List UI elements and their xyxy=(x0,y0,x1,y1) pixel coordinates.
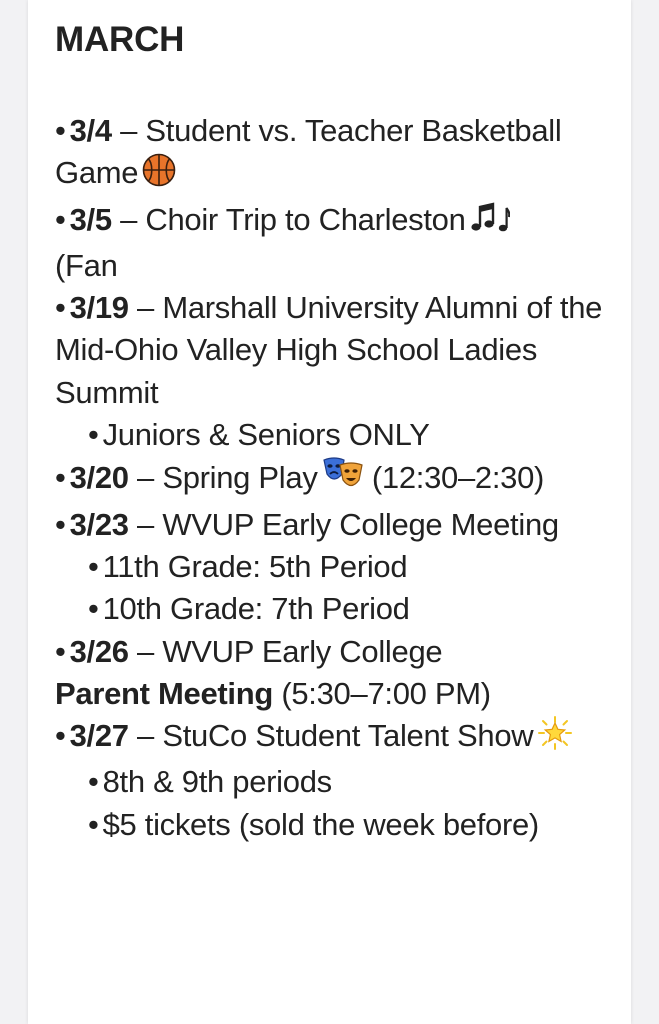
sub-item-text: 10th Grade: 7th Period xyxy=(102,591,410,627)
bullet: • xyxy=(55,113,66,148)
event-date: 3/5 xyxy=(69,201,112,237)
dash: – xyxy=(137,506,154,542)
event-text: WVUP Early College xyxy=(162,633,443,669)
bullet: • xyxy=(55,718,66,754)
sub-item-text: $5 tickets (sold the week before) xyxy=(102,806,539,842)
event-date: 3/19 xyxy=(69,290,129,326)
sub-item xyxy=(55,588,625,630)
dash: – xyxy=(137,718,154,754)
bullet: • xyxy=(55,633,66,669)
dash: – xyxy=(120,201,138,237)
dash: – xyxy=(120,113,138,148)
bullet: • xyxy=(55,506,66,542)
bullet: • xyxy=(88,764,99,800)
event-text: WVUP Early College Meeting xyxy=(162,506,559,542)
bullet: • xyxy=(55,201,66,237)
event-text: Choir Trip to Charleston xyxy=(145,201,466,237)
event-date: 3/27 xyxy=(69,718,129,754)
event-text: Student vs. Teacher Basketball Game xyxy=(55,113,562,191)
sub-item xyxy=(55,761,625,803)
event-item xyxy=(55,287,625,414)
bullet: • xyxy=(88,548,99,584)
event-time: (5:30–7:00 PM) xyxy=(281,675,491,711)
sub-item xyxy=(55,804,625,846)
event-item xyxy=(55,631,625,716)
event-date: 3/23 xyxy=(69,506,129,542)
announcement-card xyxy=(28,0,631,1024)
dash: – xyxy=(137,633,154,669)
event-text: Spring Play xyxy=(162,460,318,496)
bullet: • xyxy=(88,591,99,627)
sub-item-text: 8th & 9th periods xyxy=(102,764,332,800)
event-note: (Fan xyxy=(55,247,118,283)
event-text: Marshall University Alumni of the Mid-Ohio Valley High School Ladies Summit xyxy=(55,290,603,410)
event-item xyxy=(55,110,625,199)
dash: – xyxy=(137,460,154,496)
bullet: • xyxy=(88,417,99,453)
sub-item-text: Juniors & Seniors ONLY xyxy=(102,417,430,453)
sub-item xyxy=(55,414,625,456)
sub-item xyxy=(55,546,625,588)
event-item xyxy=(55,456,625,503)
music-notes-icon xyxy=(470,202,510,245)
calendar-content xyxy=(55,16,625,846)
bullet: • xyxy=(55,460,66,496)
theater-masks-icon xyxy=(322,456,364,503)
basketball-icon xyxy=(142,153,176,198)
dash: – xyxy=(137,290,154,326)
event-emphasis: Parent Meeting xyxy=(55,675,274,711)
event-date: 3/26 xyxy=(69,633,129,669)
event-text: StuCo Student Talent Show xyxy=(162,718,534,754)
event-item xyxy=(55,715,625,761)
glowing-star-icon xyxy=(537,716,573,761)
sub-item-text: 11th Grade: 5th Period xyxy=(102,548,408,584)
month-title: MARCH xyxy=(55,20,185,59)
event-item xyxy=(55,504,625,546)
event-time: (12:30–2:30) xyxy=(371,460,545,496)
bullet: • xyxy=(88,806,99,842)
bullet: • xyxy=(55,290,66,326)
event-date: 3/20 xyxy=(69,460,129,496)
event-item xyxy=(55,199,625,288)
event-date: 3/4 xyxy=(69,113,112,148)
